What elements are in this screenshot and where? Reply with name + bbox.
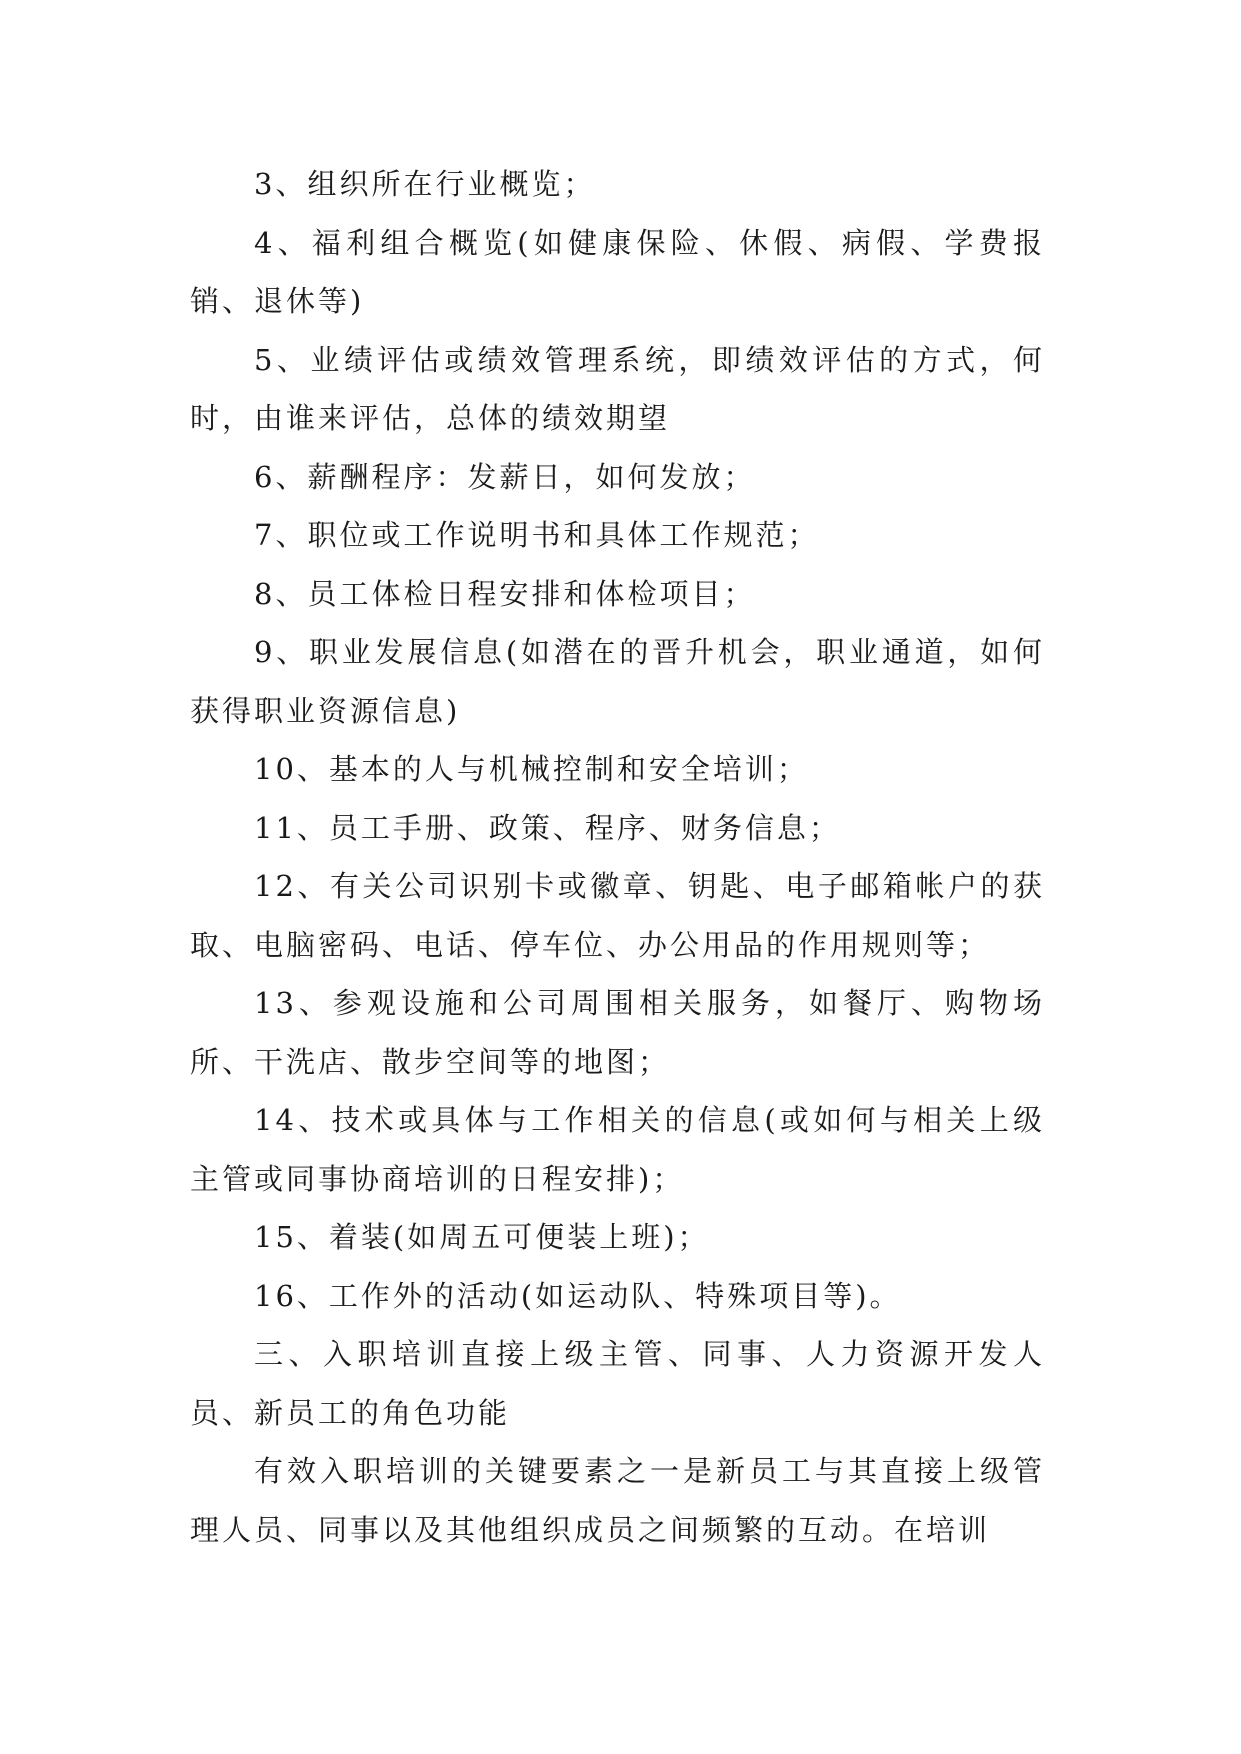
paragraph-item-8: 8、员工体检日程安排和体检项目；	[254, 576, 756, 611]
paragraph-item-13: 13、参观设施和公司周围相关服务，如餐厅、购物场所、干洗店、散步空间等的地图；	[190, 986, 1045, 1079]
paragraph-item-10: 10、基本的人与机械控制和安全培训；	[254, 752, 809, 786]
paragraph-item-6: 6、薪酬程序：发薪日，如何发放；	[254, 459, 756, 494]
paragraph-item-3: 3、组织所在行业概览；	[254, 167, 596, 201]
section-heading-three: 三、入职培训直接上级主管、同事、人力资源开发人员、新员工的角色功能	[190, 1337, 1045, 1430]
paragraph-item-11: 11、员工手册、政策、程序、财务信息；	[254, 810, 841, 845]
paragraph-item-7: 7、职位或工作说明书和具体工作规范；	[254, 518, 820, 552]
paragraph-item-16: 16、工作外的活动(如运动队、特殊项目等)。	[254, 1278, 902, 1313]
paragraph-item-4: 4、福利组合概览(如健康保险、休假、病假、学费报销、退休等)	[190, 225, 1045, 318]
paragraph-item-9: 9、职业发展信息(如潜在的晋升机会，职业通道，如何获得职业资源信息)	[190, 635, 1045, 728]
paragraph-item-14: 14、技术或具体与工作相关的信息(或如何与相关上级主管或同事协商培训的日程安排)；	[190, 1103, 1045, 1196]
paragraph-item-5: 5、业绩评估或绩效管理系统，即绩效评估的方式，何时，由谁来评估，总体的绩效期望	[190, 342, 1045, 435]
paragraph-item-12: 12、有关公司识别卡或徽章、钥匙、电子邮箱帐户的获取、电脑密码、电话、停车位、办公用品的作用规则等；	[190, 869, 1045, 962]
document-body	[190, 155, 1045, 1559]
paragraph-key-elements: 有效入职培训的关键要素之一是新员工与其直接上级管理人员、同事以及其他组织成员之间频繁的互动。在培训	[190, 1454, 1045, 1547]
paragraph-item-15: 15、着装(如周五可便装上班)；	[254, 1220, 710, 1254]
